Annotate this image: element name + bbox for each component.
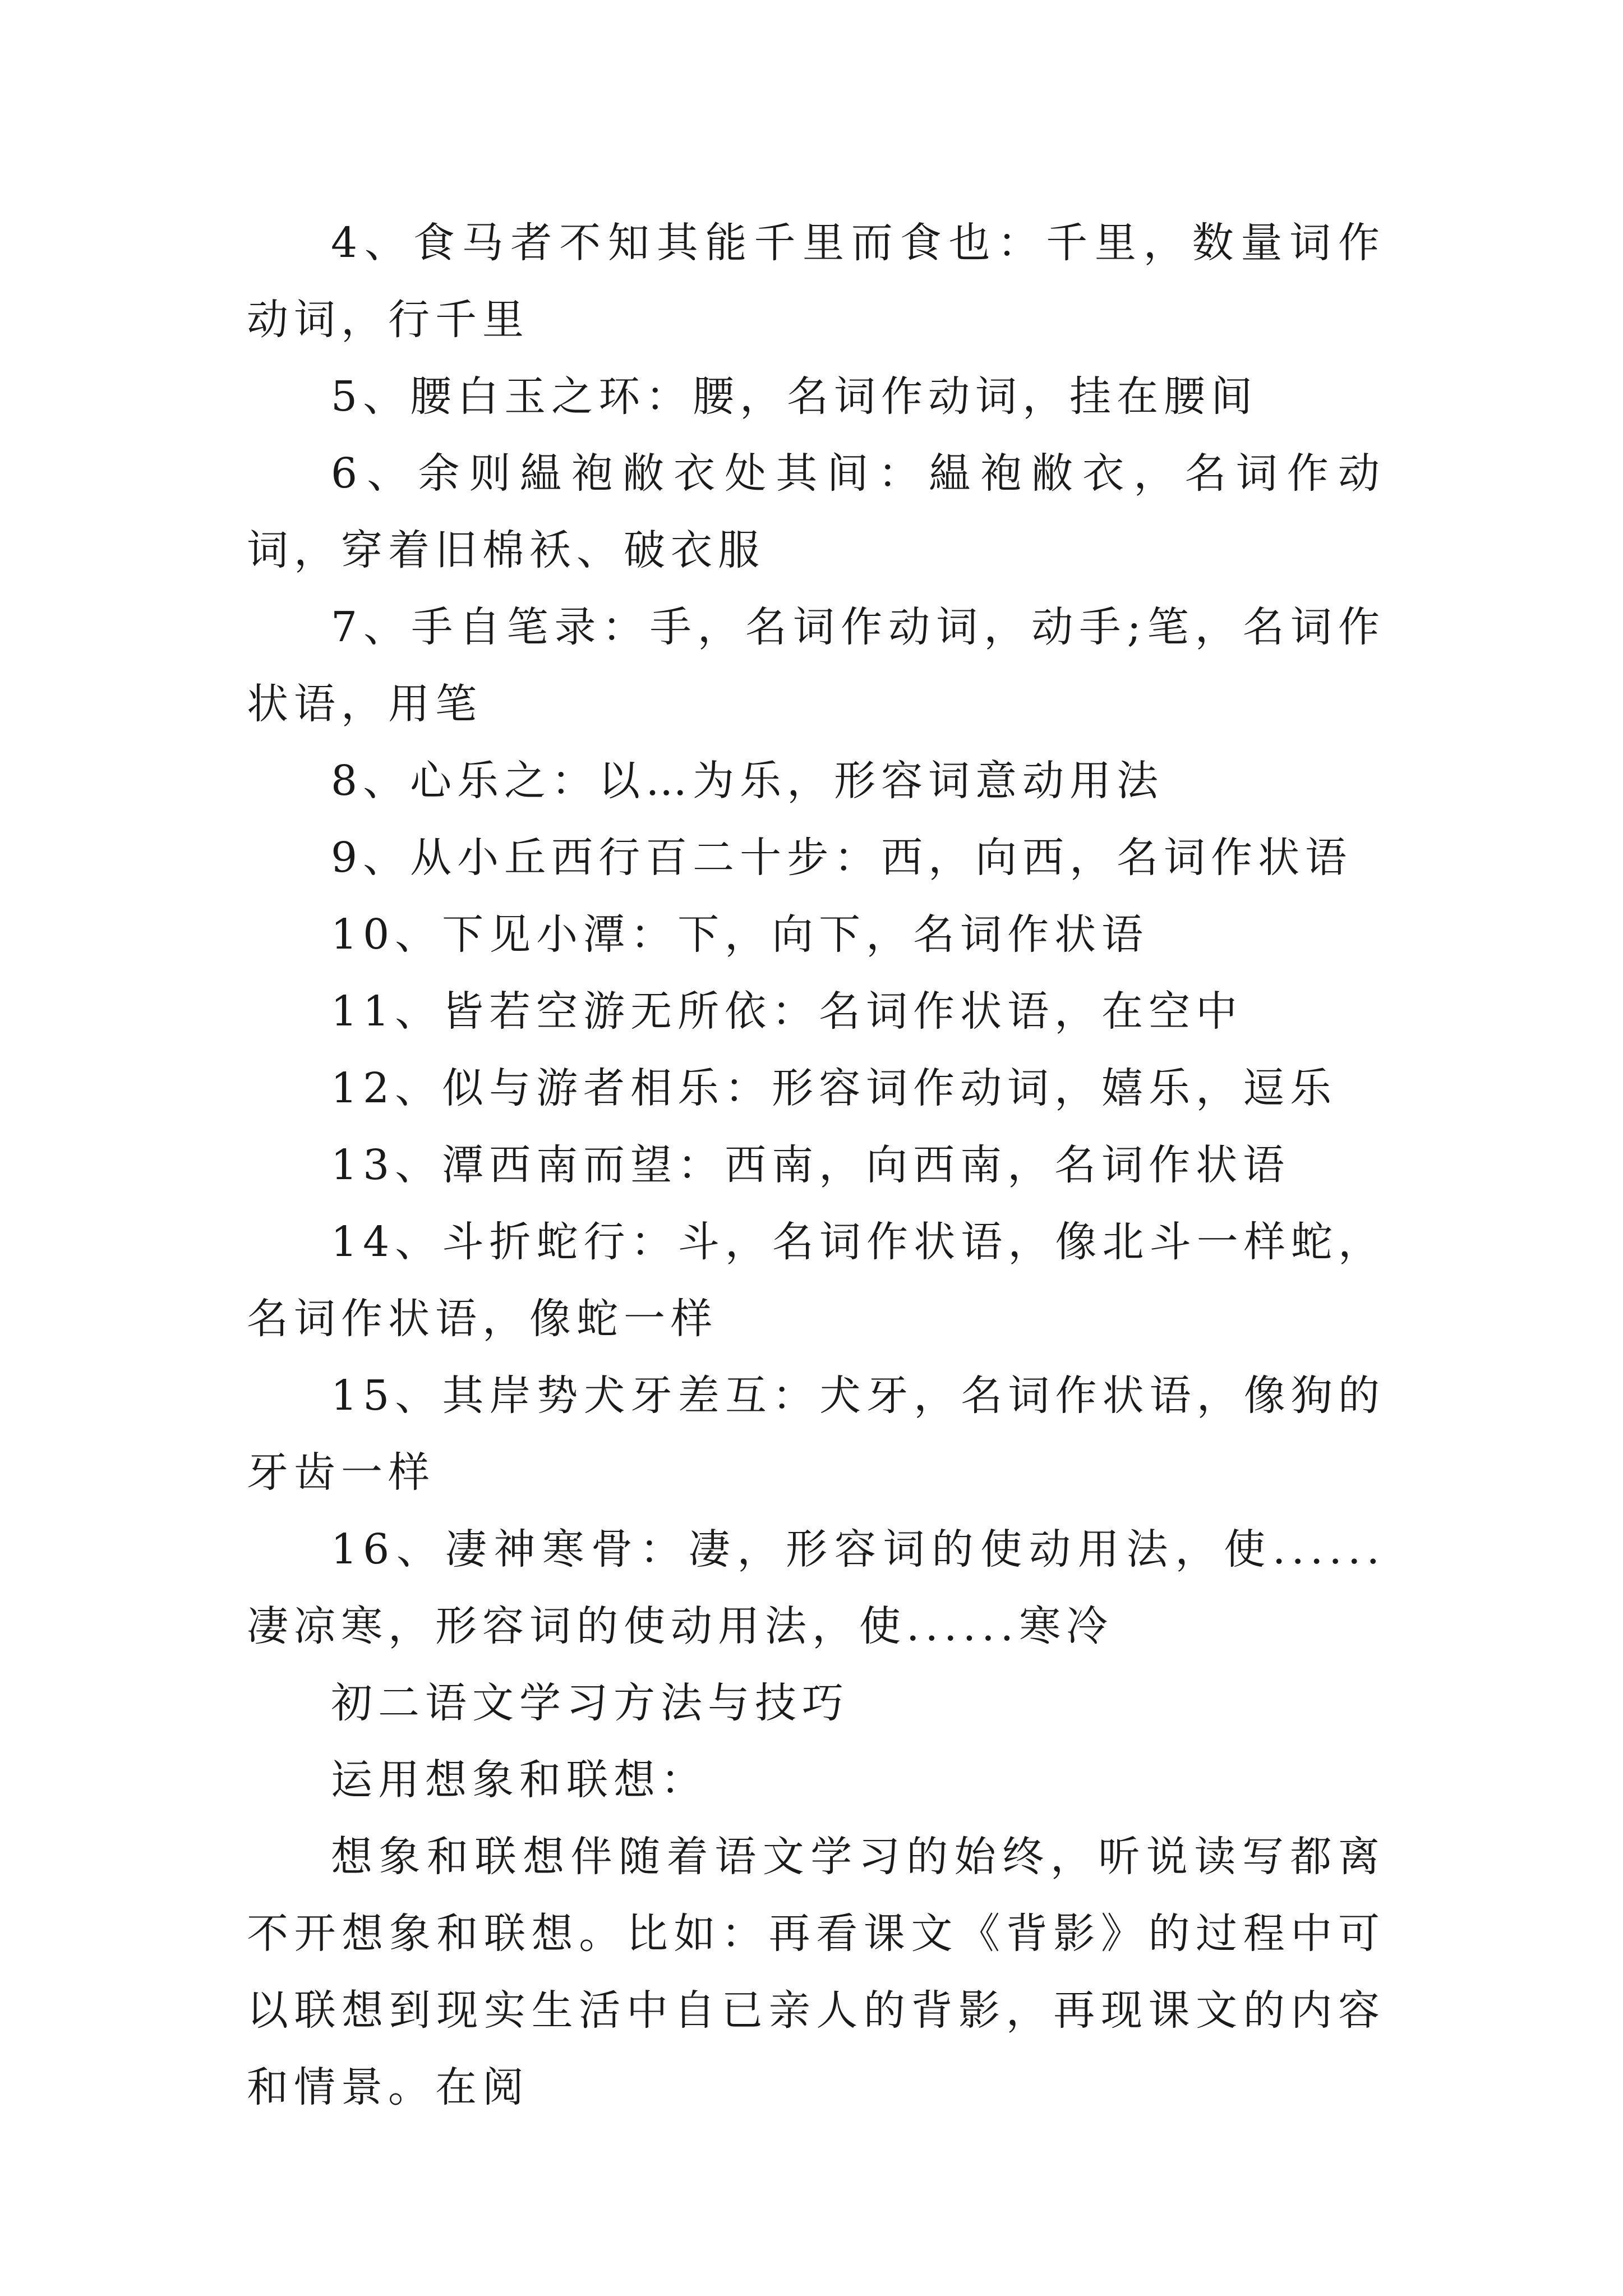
paragraph-item-13: 13、潭西南而望：西南，向西南，名词作状语: [331, 1141, 1290, 1189]
document-page: [247, 205, 1385, 2126]
paragraph-item-10: 10、下见小潭：下，向下，名词作状语: [331, 910, 1149, 959]
paragraph-item-8: 8、心乐之：以…为乐，形容词意动用法: [331, 757, 1164, 805]
paragraph-item-14: 14、斗折蛇行：斗，名词作状语，像北斗一样蛇，名词作状语，像蛇一样: [247, 1218, 1385, 1343]
paragraph-item-6: 6、余则緼袍敝衣处其间：緼袍敝衣，名词作动词，穿着旧棉袄、破衣服: [247, 449, 1385, 574]
paragraph-item-5: 5、腰白玉之环：腰，名词作动词，挂在腰间: [331, 372, 1258, 421]
paragraph-item-15: 15、其岸势犬牙差互：犬牙，名词作状语，像狗的牙齿一样: [247, 1372, 1385, 1497]
paragraph-item-12: 12、似与游者相乐：形容词作动词，嬉乐，逗乐: [331, 1064, 1338, 1112]
subsection-heading: 运用想象和联想：: [331, 1756, 708, 1804]
body-paragraph: 想象和联想伴随着语文学习的始终，听说读写都离不开想象和联想。比如：再看课文《背影》的过程中可以联想到现实生活中自已亲人的背影，再现课文的内容和情景。在阅: [247, 1833, 1385, 2111]
paragraph-item-9: 9、从小丘西行百二十步：西，向西，名词作状语: [331, 834, 1353, 882]
paragraph-item-4: 4、食马者不知其能千里而食也：千里，数量词作动词，行千里: [247, 219, 1385, 344]
section-heading: 初二语文学习方法与技巧: [331, 1679, 849, 1727]
paragraph-item-16: 16、凄神寒骨：凄，形容词的使动用法，使......凄凉寒，形容词的使动用法，使......寒冷: [247, 1525, 1385, 1650]
paragraph-item-11: 11、皆若空游无所依：名词作状语，在空中: [331, 987, 1243, 1036]
paragraph-item-7: 7、手自笔录：手，名词作动词，动手;笔，名词作状语，用笔: [247, 603, 1385, 728]
